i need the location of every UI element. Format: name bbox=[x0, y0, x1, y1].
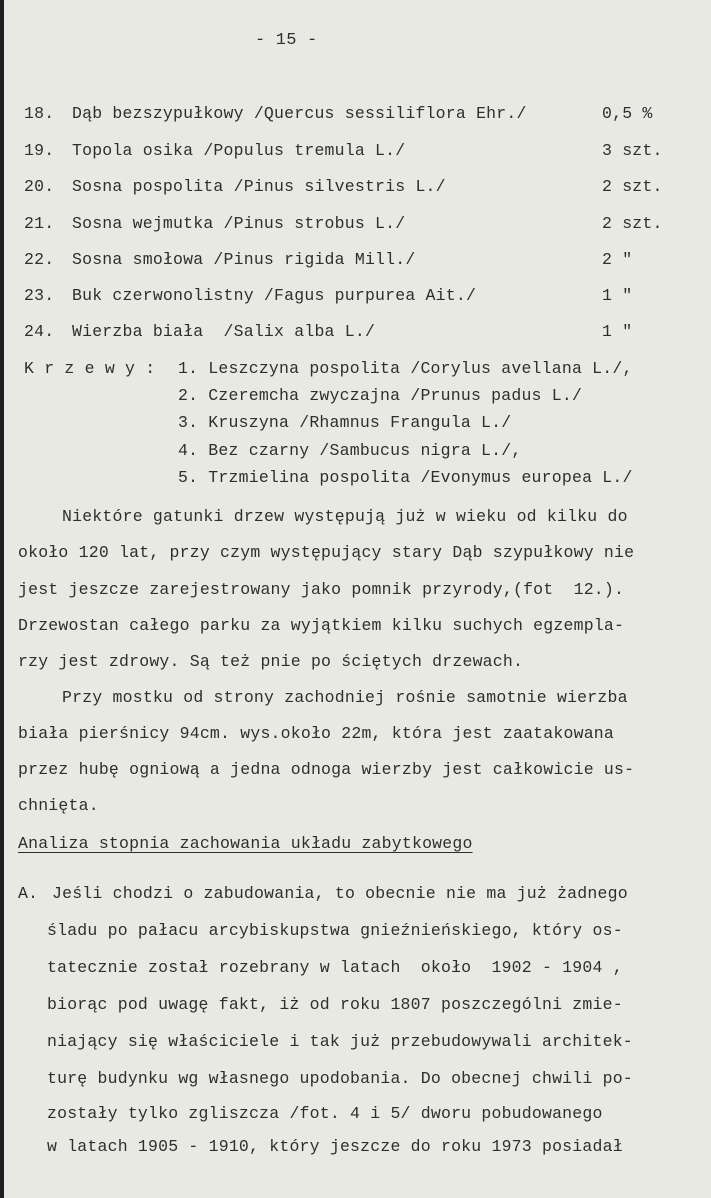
section-a-label: A. bbox=[18, 884, 39, 903]
species-amount: 2 " bbox=[602, 250, 633, 269]
text-line: chnięta. bbox=[18, 796, 99, 815]
shrub-item: 2. Czeremcha zwyczajna /Prunus padus L./ bbox=[178, 386, 583, 405]
text-line: Drzewostan całego parku za wyjątkiem kilku suchych egzempla- bbox=[18, 616, 625, 635]
text-line: śladu po pałacu arcybiskupstwa gnieźnieńskiego, który os- bbox=[47, 921, 623, 940]
species-num: 19. bbox=[24, 141, 55, 160]
species-num: 24. bbox=[24, 322, 55, 341]
text-line: jest jeszcze zarejestrowany jako pomnik przyrody,(fot 12.). bbox=[18, 580, 625, 599]
text-line: biała pierśnicy 94cm. wys.około 22m, która jest zaatakowana bbox=[18, 724, 614, 743]
species-num: 22. bbox=[24, 250, 55, 269]
scan-edge-shadow bbox=[0, 0, 4, 1198]
species-num: 23. bbox=[24, 286, 55, 305]
species-amount: 1 " bbox=[602, 286, 633, 305]
species-amount: 0,5 % bbox=[602, 104, 653, 123]
species-num: 21. bbox=[24, 214, 55, 233]
text-line: Niektóre gatunki drzew występują już w wieku od kilku do bbox=[62, 507, 628, 526]
species-amount: 2 szt. bbox=[602, 214, 663, 233]
species-name: Wierzba biała /Salix alba L./ bbox=[72, 322, 376, 341]
species-amount: 1 " bbox=[602, 322, 633, 341]
species-name: Topola osika /Populus tremula L./ bbox=[72, 141, 406, 160]
species-name: Sosna wejmutka /Pinus strobus L./ bbox=[72, 214, 406, 233]
shrubs-label: K r z e w y : bbox=[24, 359, 156, 378]
shrub-item: 5. Trzmielina pospolita /Evonymus europea L./ bbox=[178, 468, 633, 487]
species-name: Buk czerwonolistny /Fagus purpurea Ait./ bbox=[72, 286, 477, 305]
text-line: biorąc pod uwagę fakt, iż od roku 1807 poszczególni zmie- bbox=[47, 995, 623, 1014]
species-amount: 3 szt. bbox=[602, 141, 663, 160]
species-amount: 2 szt. bbox=[602, 177, 663, 196]
section-heading: Analiza stopnia zachowania układu zabytkowego bbox=[18, 834, 473, 853]
shrub-item: 4. Bez czarny /Sambucus nigra L./, bbox=[178, 441, 522, 460]
species-num: 18. bbox=[24, 104, 55, 123]
text-line: rzy jest zdrowy. Są też pnie po ściętych drzewach. bbox=[18, 652, 524, 671]
text-line: niający się właściciele i tak już przebudowywali architek- bbox=[47, 1032, 633, 1051]
text-line: około 120 lat, przy czym występujący stary Dąb szypułkowy nie bbox=[18, 543, 635, 562]
text-line: Przy mostku od strony zachodniej rośnie samotnie wierzba bbox=[62, 688, 628, 707]
text-line: Jeśli chodzi o zabudowania, to obecnie nie ma już żadnego bbox=[52, 884, 628, 903]
text-line: turę budynku wg własnego upodobania. Do obecnej chwili po- bbox=[47, 1069, 633, 1088]
text-line: w latach 1905 - 1910, który jeszcze do roku 1973 posiadał bbox=[47, 1137, 623, 1156]
species-name: Sosna smołowa /Pinus rigida Mill./ bbox=[72, 250, 416, 269]
shrub-item: 1. Leszczyna pospolita /Corylus avellana L./, bbox=[178, 359, 633, 378]
text-line: zostały tylko zgliszcza /fot. 4 i 5/ dworu pobudowanego bbox=[47, 1104, 603, 1123]
page-number: - 15 - bbox=[255, 31, 318, 50]
shrub-item: 3. Kruszyna /Rhamnus Frangula L./ bbox=[178, 413, 512, 432]
text-line: tatecznie został rozebrany w latach około 1902 - 1904 , bbox=[47, 958, 623, 977]
text-line: przez hubę ogniową a jedna odnoga wierzby jest całkowicie us- bbox=[18, 760, 635, 779]
species-name: Dąb bezszypułkowy /Quercus sessiliflora Ehr./ bbox=[72, 104, 527, 123]
species-name: Sosna pospolita /Pinus silvestris L./ bbox=[72, 177, 446, 196]
species-num: 20. bbox=[24, 177, 55, 196]
